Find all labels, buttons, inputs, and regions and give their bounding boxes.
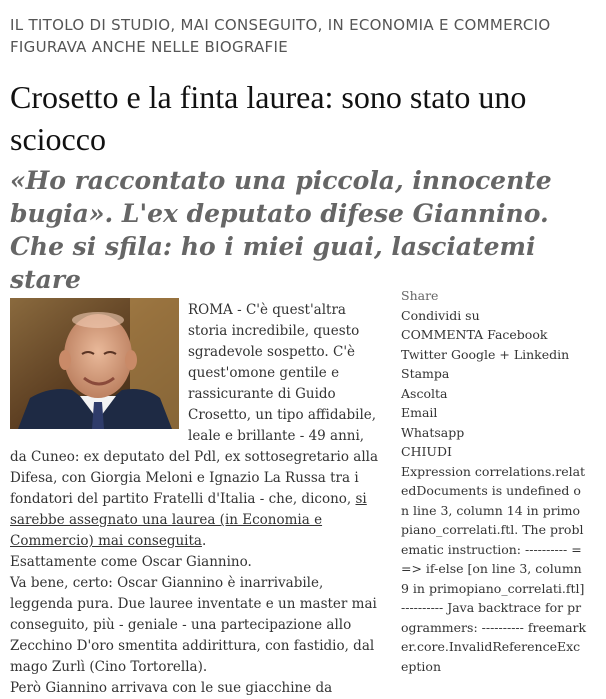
article-headline: Crosetto e la finta laurea: sono stato uno sciocco [10, 79, 527, 157]
whatsapp-link[interactable]: Whatsapp [401, 424, 465, 440]
article-body [10, 300, 380, 699]
print-link[interactable]: Stampa [401, 366, 450, 381]
photo-spacer [10, 300, 182, 433]
condividi-label: Condividi su [401, 307, 480, 323]
article-lead-end: . [201, 533, 207, 549]
share-label: Share [401, 288, 439, 303]
article-kicker: IL TITOLO DI STUDIO, MAI CONSEGUITO, IN ECONOMIA E COMMERCIO FIGURAVA ANCHE NELLE BIOGRAFIE [10, 16, 551, 56]
article-lead-text: ROMA - C'è quest'altra storia incredibile, questo sgradevole sospetto. C'è quest'omone gentile e rassicurante di Guido Crosetto, un tipo affidabile, leale e brillante - 49 anni, da Cuneo: ex deputato del Pdl, ex sottosegretario alla Difesa, con Giorgia Meloni e Ignazio La Russa tra i fondatori del partito Fratelli d'Italia - che, dicono, [10, 302, 379, 507]
article-paragraph-2: Esattamente come Oscar Giannino. [10, 554, 252, 570]
template-error-text: Expression correlations.relatedDocuments is undefined on line 3, column 14 in primopiano_correlati.ftl. The problematic instruction: ---------- ==> if-else [on line 3, column 9 in primopiano_correlati.ftl] ---------- Java backtrace for programmers: ---------- freemarker.core.InvalidReferenceException [401, 463, 587, 674]
article-subheadline: «Ho raccontato una piccola, innocente bugia». L'ex deputato difese Giannino. Che si sfila: ho i miei guai, lasciatemi stare [10, 166, 552, 294]
close-link[interactable]: CHIUDI [401, 444, 452, 459]
email-link[interactable]: Email [401, 405, 438, 420]
article-inline-link[interactable]: si sarebbe assegnato una laurea (in Economia e Commercio) mai conseguita [10, 491, 367, 549]
social-share-links[interactable]: Twitter Google + Linkedin [401, 346, 570, 362]
comment-facebook-link[interactable]: COMMENTA Facebook [401, 327, 548, 342]
article-paragraph-3: Va bene, certo: Oscar Giannino è inarrivabile, leggenda pura. Due lauree inventate e un master mai conseguito, più - geniale - una partecipazione allo Zecchino D'oro smentita addirittura, con fastidio, dal mago Zurlì (Cino Tortorella). [10, 575, 377, 675]
listen-link[interactable]: Ascolta [401, 385, 448, 401]
article-paragraph-4: Però Giannino arrivava con le sue giacchine da [10, 680, 333, 696]
share-sidebar [401, 286, 587, 686]
